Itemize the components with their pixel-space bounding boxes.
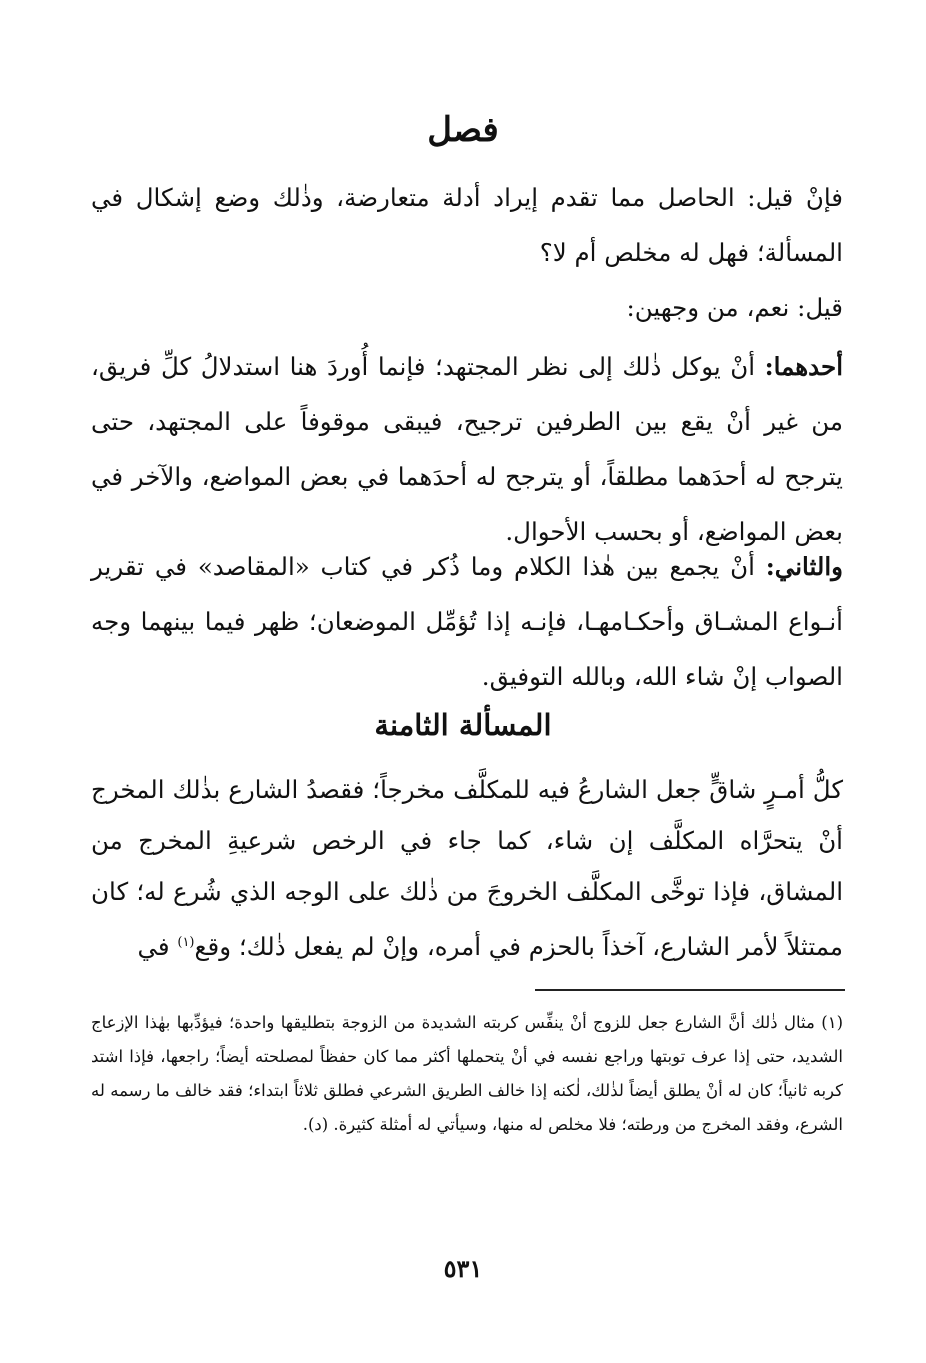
second-answer-text: أنْ يجمع بين هٰذا الكلام وما ذُكر في كتاب «المقاصد» في تقرير أنـواع المشـاق وأحكـامهـا، فإنـه إذا تُؤمِّل الموضعان؛ ظهر فيما بينهما وجه الصواب إنْ شاء الله، وبالله التوفيق. bbox=[91, 552, 843, 691]
issue-title: المسألة الثامنة bbox=[374, 708, 552, 742]
section-title: فصل bbox=[427, 110, 499, 150]
page-number: ٥٣١ bbox=[443, 1254, 483, 1283]
second-answer-label: والثاني: bbox=[765, 552, 843, 581]
issue-text-end: في bbox=[137, 932, 178, 962]
second-answer-paragraph bbox=[91, 539, 843, 704]
issue-text: كلُّ أمـرٍ شاقٍّ جعل الشارعُ فيه للمكلَّف مخرجاً؛ فقصدُ الشارع بذٰلك المخرج أنْ يتحرَّاه المكلَّف إن شاء، كما جاء في الرخص شرعيةِ المخرج من المشاق، فإذا توخَّى المكلَّف الخروجَ من ذٰلك على الوجه الذي شُرع له؛ كان ممتثلاً لأمر الشارع، آخذاً بالحزم في أمره، وإنْ لم يفعل ذٰلك؛ وقع bbox=[91, 775, 843, 962]
question-paragraph: فإنْ قيل: الحاصل مما تقدم إيراد أدلة متعارضة، وذٰلك وضع إشكال في المسألة؛ فهل له مخلص أم لا؟ bbox=[91, 183, 843, 267]
first-answer-label: أحدهما: bbox=[764, 352, 843, 381]
first-answer-paragraph bbox=[91, 339, 843, 559]
footnote-reference[interactable]: (١) bbox=[177, 935, 195, 950]
footnote-divider bbox=[535, 989, 845, 991]
answer-paragraph: قيل: نعم، من وجهين: bbox=[626, 293, 843, 322]
issue-paragraph bbox=[91, 764, 843, 972]
first-answer-text: أنْ يوكل ذٰلك إلى نظر المجتهد؛ فإنما أُوردَ هنا استدلالُ كلِّ فريق، من غير أنْ يقع بين الطرفين ترجيح، فيبقى موقوفاً على المجتهد، حتى يترجح له أحدَهما مطلقاً، أو يترجح له أحدَهما في بعض المواضع، والآخر في بعض المواضع، أو بحسب الأحوال. bbox=[91, 352, 843, 546]
footnote-text: (١) مثال ذٰلك أنَّ الشارع جعل للزوج أنْ ينفِّس كربته الشديدة من الزوجة بتطليقها واحدة؛ فيؤدِّبها بهٰذا الإزعاج الشديد، حتى إذا عرف توبتها وراجع نفسه في أنْ يتحملها أكثر مما كان حفظاً لمصلحته أيضاً؛ راجعها، فإذا اشتد كربه ثانياً؛ كان له أنْ يطلق أيضاً لذٰلك، لٰكنه إذا خالف الطريق الشرعي فطلق ثلاثاً ابتداء؛ فقد خالف ما رسمه له الشرع، وفقد المخرج من ورطته؛ فلا مخلص له منها، وسيأتي له أمثلة كثيرة. (د). bbox=[91, 1013, 843, 1134]
